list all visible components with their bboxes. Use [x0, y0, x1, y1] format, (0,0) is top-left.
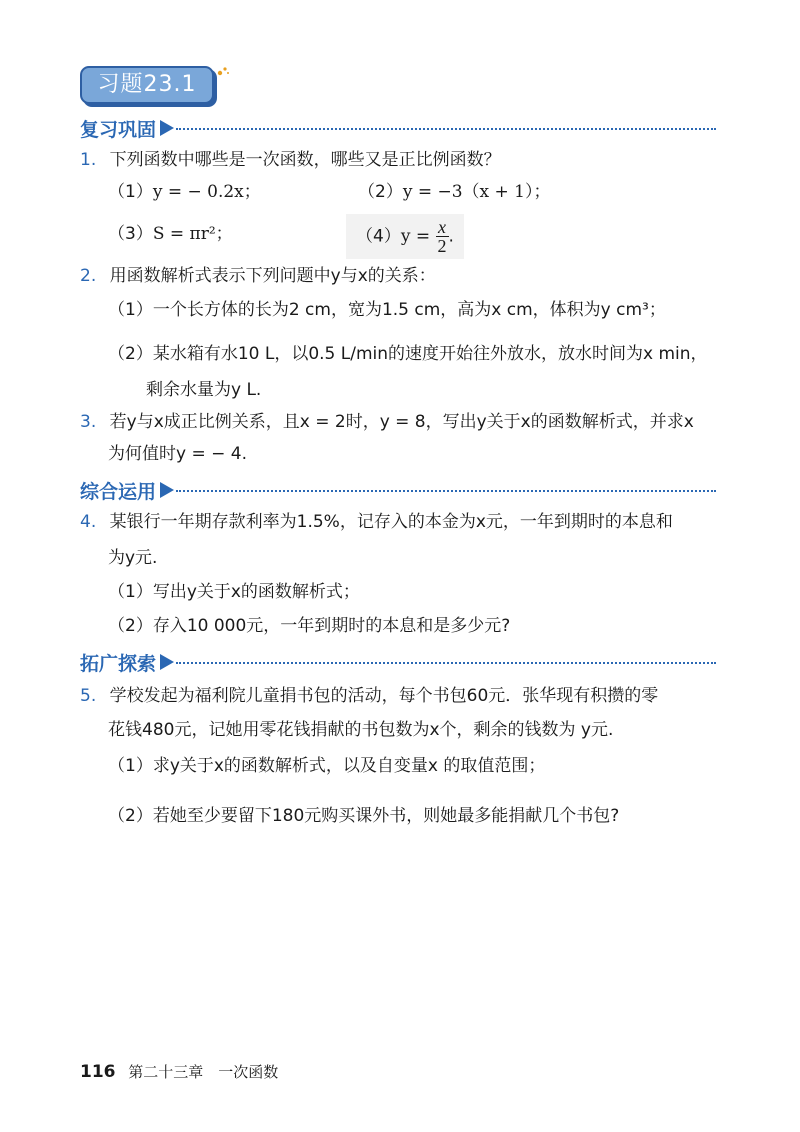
q1-part-2: [358, 180, 551, 204]
part-tag: （4）: [356, 226, 401, 247]
part-tag: （2）: [358, 182, 403, 202]
play-arrow-icon: [160, 482, 174, 498]
part-tag: （3）: [108, 224, 153, 244]
page-number: 116: [80, 1062, 116, 1082]
punctuation: .: [448, 226, 454, 247]
section-header-apply: [80, 476, 716, 504]
question-3-cont: 为何值时y = − 4.: [108, 444, 247, 464]
question-3: [80, 410, 694, 434]
question-number: 5.: [80, 686, 97, 706]
dotted-divider: [176, 662, 716, 664]
section-header-review: [80, 114, 716, 142]
part-tag: （1）: [108, 182, 153, 202]
question-stem: 学校发起为福利院儿童捐书包的活动，每个书包60元．张华现有积攒的零: [109, 686, 659, 706]
chapter-title: 第二十三章 一次函数: [128, 1063, 279, 1081]
question-4-cont: 为y元.: [108, 548, 158, 568]
question-number: 3.: [80, 412, 97, 432]
section-title: 综合运用: [80, 480, 157, 503]
play-arrow-icon: [160, 654, 174, 670]
question-2: [80, 264, 436, 288]
question-stem: 下列函数中哪些是一次函数，哪些又是正比例函数？: [109, 150, 501, 170]
q4-part-2: （2）存入10 000元，一年到期时的本息和是多少元?: [108, 616, 511, 636]
question-number: 1.: [80, 150, 97, 170]
q2-part-2: （2）某水箱有水10 L，以0.5 L/min的速度开始往外放水，放水时间为x min，: [108, 344, 708, 364]
q5-part-2: （2）若她至少要留下180元购买课外书，则她最多能捐献几个书包?: [108, 806, 620, 826]
section-header-explore: [80, 648, 716, 676]
question-stem: 用函数解析式表示下列问题中y与x的关系：: [109, 266, 436, 286]
question-number: 2.: [80, 266, 97, 286]
dotted-divider: [176, 128, 716, 130]
q5-part-1: （1）求y关于x的函数解析式，以及自变量x 的取值范围；: [108, 756, 546, 776]
question-5: [80, 684, 658, 708]
fraction-numerator: x: [438, 217, 446, 237]
q4-part-1: （1）写出y关于x的函数解析式；: [108, 582, 360, 602]
question-5-cont: 花钱480元，记她用零花钱捐献的书包数为x个，剩余的钱数为 y元.: [108, 720, 614, 740]
q2-part-1: （1）一个长方体的长为2 cm，宽为1.5 cm，高为x cm，体积为y cm³；: [108, 300, 666, 320]
question-number: 4.: [80, 512, 97, 532]
math-expression: y =: [400, 226, 431, 247]
page-footer: [80, 1061, 278, 1082]
section-title: 拓广探索: [80, 652, 157, 675]
section-title: 复习巩固: [80, 118, 157, 141]
q1-part-4: [346, 214, 464, 259]
dotted-divider: [176, 490, 716, 492]
q1-part-3: [108, 222, 233, 246]
question-stem: 某银行一年期存款利率为1.5%，记存入的本金为x元，一年到期时的本息和: [109, 512, 673, 532]
question-4: [80, 510, 673, 534]
exercise-badge: 习题23.1: [80, 66, 214, 104]
q2-part-2-cont: 剩余水量为y L.: [146, 380, 262, 400]
question-stem: 若y与x成正比例关系，且x = 2时，y = 8，写出y关于x的函数解析式，并求x: [109, 412, 694, 432]
play-arrow-icon: [160, 120, 174, 136]
math-expression: y = −3（x + 1）；: [402, 182, 551, 202]
sparkle-icon: [216, 64, 230, 78]
question-1: [80, 148, 501, 172]
q1-part-1: [108, 180, 261, 204]
fraction: [436, 218, 449, 255]
math-expression: S = πr²；: [152, 224, 233, 244]
math-expression: y = − 0.2x；: [152, 182, 261, 202]
fraction-denominator: 2: [437, 236, 447, 256]
